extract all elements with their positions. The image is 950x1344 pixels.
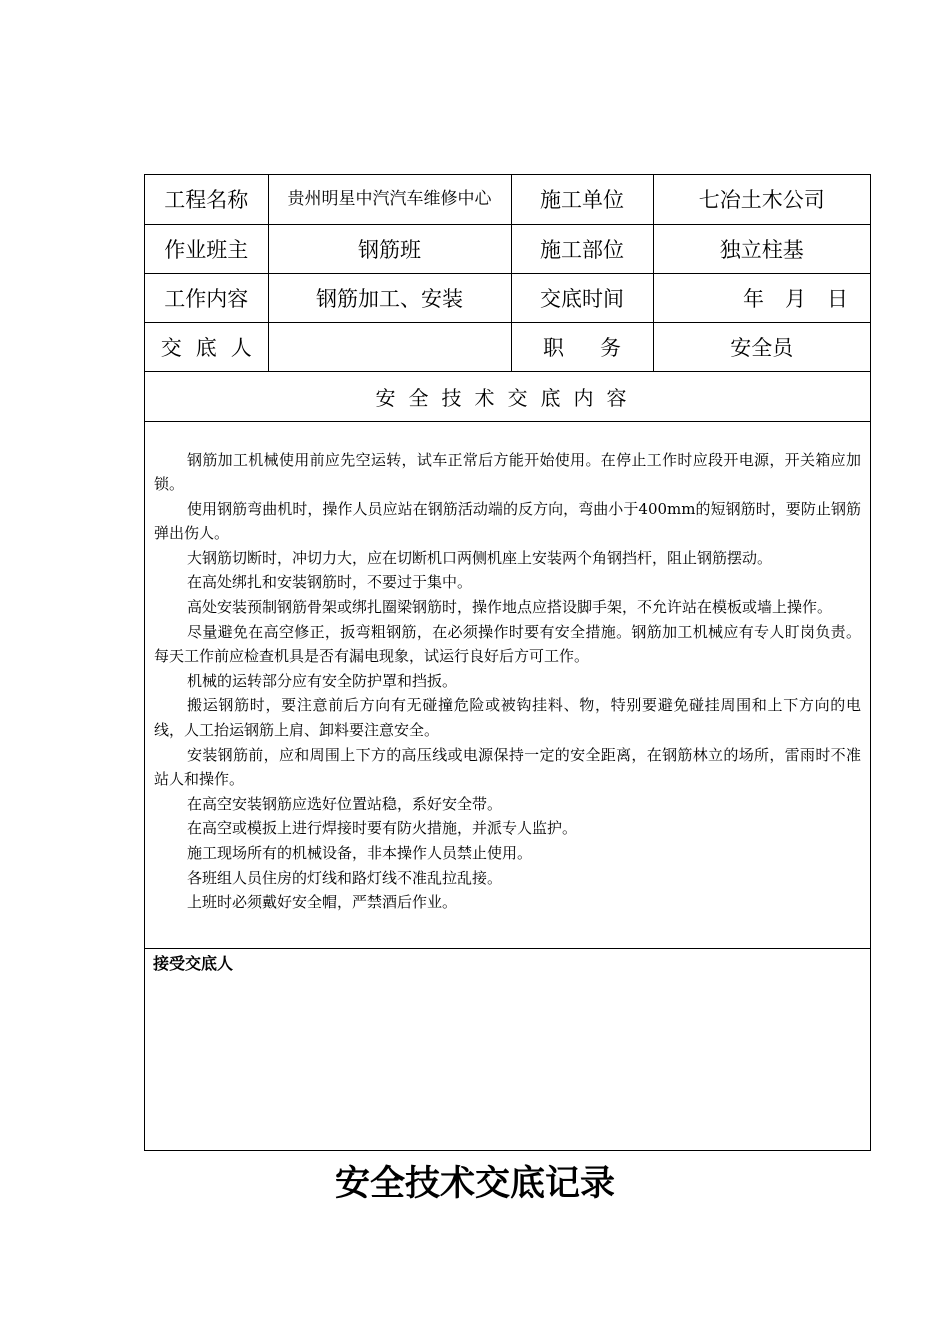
table-row bbox=[145, 175, 870, 224]
handover-time-label: 交底时间 bbox=[511, 273, 653, 322]
content-paragraph: 在高空安装钢筋应选好位置站稳，系好安全带。 bbox=[187, 794, 503, 813]
handover-person-value bbox=[268, 322, 511, 371]
content-paragraph: 尽量避免在高空修正，扳弯粗钢筋，在必须操作时要有安全措施。钢筋加工机械应有专人盯岗负责。每天工作前应检查机具是否有漏电现象，试运行良好后方可工作。 bbox=[154, 622, 861, 666]
table-row bbox=[145, 224, 870, 273]
content-paragraph: 机械的运转部分应有安全防护罩和挡扳。 bbox=[187, 671, 458, 690]
content-paragraph: 使用钢筋弯曲机时，操作人员应站在钢筋活动端的反方向，弯曲小于400mm的短钢筋时，要防止钢筋弹出伤人。 bbox=[154, 499, 861, 543]
table-row bbox=[145, 322, 870, 371]
content-paragraph: 在高空或模扳上进行焊接时要有防火措施，并派专人监护。 bbox=[187, 819, 578, 838]
project-name-value: 贵州明星中汽汽车维修中心 bbox=[268, 175, 511, 224]
position-label: 职务 bbox=[543, 335, 657, 360]
team-label: 作业班主 bbox=[145, 224, 268, 273]
section-title: 安全技术交底内容 bbox=[145, 372, 870, 422]
handover-form bbox=[144, 174, 871, 1151]
content-paragraph: 搬运钢筋时，要注意前后方向有无碰撞危险或被钩挂料、物，特别要避免碰挂周围和上下方向的电线，人工抬运钢筋上肩、卸料要注意安全。 bbox=[154, 696, 861, 740]
content-paragraph: 施工现场所有的机械设备，非本操作人员禁止使用。 bbox=[187, 844, 533, 862]
info-table bbox=[145, 175, 870, 372]
content-paragraph: 高处安装预制钢筋骨架或绑扎圈梁钢筋时，操作地点应搭设脚手架，不允许站在模板或墙上操作。 bbox=[187, 598, 833, 617]
work-content-label: 工作内容 bbox=[145, 273, 268, 322]
team-value: 钢筋班 bbox=[268, 224, 511, 273]
table-row bbox=[145, 273, 870, 322]
project-name-label: 工程名称 bbox=[145, 175, 268, 224]
position-cell bbox=[511, 322, 657, 371]
content-paragraph: 安装钢筋前，应和周围上下方的高压线或电源保持一定的安全距离，在钢筋林立的场所，雷雨时不准站人和操作。 bbox=[154, 745, 861, 789]
receiver-label: 接受交底人 bbox=[153, 953, 234, 973]
construction-unit-value: 七冶土木公司 bbox=[653, 175, 870, 224]
content-body bbox=[145, 422, 870, 949]
content-paragraph: 上班时必须戴好安全帽，严禁酒后作业。 bbox=[187, 893, 458, 912]
content-paragraph: 在高处绑扎和安装钢筋时，不要过于集中。 bbox=[187, 573, 473, 592]
handover-time-value: 年 月 日 bbox=[653, 273, 870, 322]
construction-unit-label: 施工单位 bbox=[511, 175, 653, 224]
construction-part-value: 独立柱基 bbox=[653, 224, 870, 273]
document-title: 安全技术交底记录 bbox=[334, 1164, 615, 1204]
position-value: 安全员 bbox=[653, 322, 870, 371]
handover-person-cell bbox=[145, 322, 268, 371]
content-paragraph: 大钢筋切断时，冲切力大，应在切断机口两侧机座上安装两个角钢挡杆，阻止钢筋摆动。 bbox=[187, 548, 773, 567]
content-paragraph: 钢筋加工机械使用前应先空运转，试车正常后方能开始使用。在停止工作时应段开电源，开关箱应加锁。 bbox=[154, 450, 861, 494]
content-paragraph: 各班组人员住房的灯线和路灯线不准乱拉乱接。 bbox=[187, 868, 503, 887]
work-content-value: 钢筋加工、安装 bbox=[268, 273, 511, 322]
handover-person-label: 交底人 bbox=[160, 335, 266, 360]
construction-part-label: 施工部位 bbox=[511, 224, 653, 273]
